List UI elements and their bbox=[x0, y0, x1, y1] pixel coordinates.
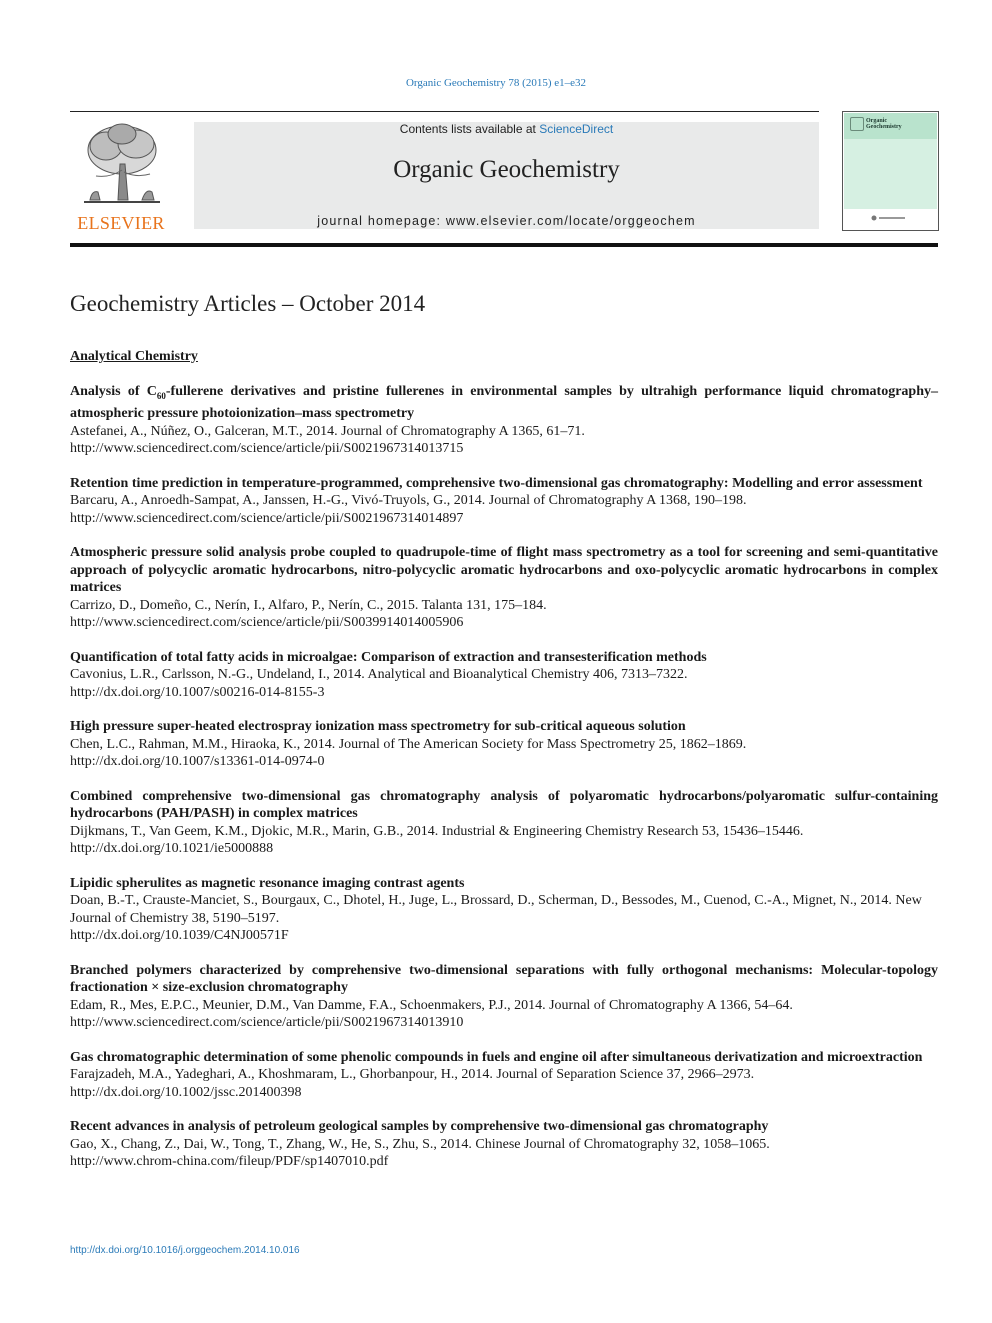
article-citation: Dijkmans, T., Van Geem, K.M., Djokic, M.R., Marin, G.B., 2014. Industrial & Engineering Chemistry Research 53, 15436–15446. bbox=[70, 823, 804, 839]
article-url-link[interactable]: http://dx.doi.org/10.1039/C4NJ00571F bbox=[70, 928, 289, 944]
article-item bbox=[70, 649, 938, 702]
article-title: Gas chromatographic determination of some phenolic compounds in fuels and engine oil after simultaneous derivatization and microextraction bbox=[70, 1049, 923, 1065]
page-title: Geochemistry Articles – October 2014 bbox=[70, 291, 426, 316]
header-rule bbox=[70, 111, 819, 112]
article-url-link[interactable]: http://www.sciencedirect.com/science/article/pii/S0021967314014897 bbox=[70, 510, 464, 526]
journal-title: Organic Geochemistry bbox=[393, 156, 620, 183]
article-url-link[interactable]: http://www.chrom-china.com/fileup/PDF/sp1407010.pdf bbox=[70, 1154, 389, 1170]
article-item bbox=[70, 788, 938, 858]
article-citation: Doan, B.-T., Crauste-Manciet, S., Bourgaux, C., Dhotel, H., Juge, L., Brossard, D., Scherman, D., Bessodes, M., Cuenod, C.-A., Mignet, N., 2014. New Journal of Chemistry 38, 5190–5197. bbox=[70, 893, 922, 926]
contents-line bbox=[194, 122, 819, 136]
article-title: Retention time prediction in temperature-programmed, comprehensive two-dimensional gas chromatography: Modelling and error assessment bbox=[70, 475, 923, 491]
article-citation: Cavonius, L.R., Carlsson, N.-G., Undeland, I., 2014. Analytical and Bioanalytical Chemistry 406, 7313–7322. bbox=[70, 667, 688, 683]
article-url-link[interactable]: http://www.sciencedirect.com/science/article/pii/S0039914014005906 bbox=[70, 615, 464, 631]
elsevier-logo[interactable] bbox=[70, 120, 172, 232]
article-item bbox=[70, 962, 938, 1032]
article-item bbox=[70, 875, 938, 945]
cover-body bbox=[844, 139, 937, 209]
contents-prefix: Contents lists available at bbox=[399, 122, 540, 136]
article-title: Atmospheric pressure solid analysis probe coupled to quadrupole-time of flight mass spectrometry as a tool for screening and semi-quantitative approach of polycyclic aromatic hydrocarbons, nitro-polycyclic aromatic hydrocarbons and oxo-polycyclic aromatic hydrocarbons in complex matrices bbox=[70, 545, 938, 596]
article-item bbox=[70, 475, 938, 528]
article-url-link[interactable]: http://dx.doi.org/10.1002/jssc.201400398 bbox=[70, 1084, 302, 1100]
article-citation: Edam, R., Mes, E.P.C., Meunier, D.M., Van Damme, F.A., Schoenmakers, P.J., 2014. Journal of Chromatography A 1366, 54–64. bbox=[70, 997, 793, 1013]
article-item bbox=[70, 544, 938, 632]
journal-banner bbox=[194, 122, 819, 229]
journal-cover-thumbnail[interactable] bbox=[842, 111, 939, 231]
cover-title bbox=[866, 118, 902, 130]
cover-band bbox=[844, 113, 937, 139]
article-title: Branched polymers characterized by comprehensive two-dimensional separations with fully orthogonal mechanisms: Molecular-topology fractionation × size-exclusion chromatography bbox=[70, 962, 938, 996]
article-citation: Carrizo, D., Domeño, C., Nerín, I., Alfaro, P., Nerín, C., 2015. Talanta 131, 175–184. bbox=[70, 597, 547, 613]
article-item bbox=[70, 718, 938, 771]
article-item bbox=[70, 1049, 938, 1102]
article-title-text: Analysis of C bbox=[70, 384, 157, 399]
publisher-name: ELSEVIER bbox=[77, 213, 165, 233]
elsevier-tree-icon bbox=[70, 120, 172, 212]
article-title: Combined comprehensive two-dimensional gas chromatography analysis of polyaromatic hydrocarbons/polyaromatic sulfur-containing hydrocarbons (PAH/PASH) in complex matrices bbox=[70, 788, 938, 822]
cover-publisher-mark-icon bbox=[871, 215, 907, 221]
sciencedirect-link[interactable]: ScienceDirect bbox=[539, 122, 614, 136]
article-url-link[interactable]: http://dx.doi.org/10.1021/ie5000888 bbox=[70, 841, 274, 857]
article-citation: Chen, L.C., Rahman, M.M., Hiraoka, K., 2014. Journal of The American Society for Mass Spectrometry 25, 1862–1869. bbox=[70, 736, 747, 752]
cover-title-line1: Organic bbox=[866, 118, 887, 124]
header-thick-rule bbox=[70, 243, 938, 247]
cover-title-line2: Geochemistry bbox=[866, 124, 902, 130]
article-url-link[interactable]: http://www.sciencedirect.com/science/article/pii/S0021967314013715 bbox=[70, 441, 464, 457]
article-item bbox=[70, 1118, 938, 1171]
article-title-text: -fullerene derivatives and pristine fullerenes in environmental samples by ultrahigh performance liquid chromatography–atmospheric pressure photoionization–mass spectrometry bbox=[70, 384, 938, 422]
article-url-link[interactable]: http://dx.doi.org/10.1007/s13361-014-0974-0 bbox=[70, 754, 325, 770]
article-citation: Barcaru, A., Anroedh-Sampat, A., Janssen, H.-G., Vivó-Truyols, G., 2014. Journal of Chromatography A 1368, 190–198. bbox=[70, 493, 747, 509]
article-citation: Gao, X., Chang, Z., Dai, W., Tong, T., Zhang, W., He, S., Zhu, S., 2014. Chinese Journal of Chromatography 32, 1058–1065. bbox=[70, 1136, 770, 1152]
section-title: Analytical Chemistry bbox=[70, 349, 198, 364]
journal-citation-link[interactable]: Organic Geochemistry 78 (2015) e1–e32 bbox=[405, 77, 587, 89]
article-url-link[interactable]: http://www.sciencedirect.com/science/article/pii/S0021967314013910 bbox=[70, 1015, 464, 1031]
article-title bbox=[70, 383, 938, 423]
article-item bbox=[70, 383, 938, 458]
article-citation: Farajzadeh, M.A., Yadeghari, A., Khoshmaram, L., Ghorbanpour, H., 2014. Journal of Separation Science 37, 2966–2973. bbox=[70, 1067, 755, 1083]
cover-logo-icon bbox=[850, 117, 864, 131]
journal-homepage-link[interactable]: journal homepage: www.elsevier.com/locate/orggeochem bbox=[317, 214, 696, 228]
footer-doi-link[interactable]: http://dx.doi.org/10.1016/j.orggeochem.2014.10.016 bbox=[70, 1245, 300, 1256]
article-citation: Astefanei, A., Núñez, O., Galceran, M.T., 2014. Journal of Chromatography A 1365, 61–71. bbox=[70, 423, 585, 439]
article-title-subscript: 60 bbox=[156, 390, 166, 401]
article-title: Quantification of total fatty acids in microalgae: Comparison of extraction and transesterification methods bbox=[70, 649, 707, 665]
article-title: Lipidic spherulites as magnetic resonance imaging contrast agents bbox=[70, 875, 465, 891]
section-analytical-chemistry bbox=[70, 349, 938, 1188]
article-title: High pressure super-heated electrospray ionization mass spectrometry for sub-critical aqueous solution bbox=[70, 719, 686, 735]
article-url-link[interactable]: http://dx.doi.org/10.1007/s00216-014-8155-3 bbox=[70, 684, 325, 700]
article-title: Recent advances in analysis of petroleum geological samples by comprehensive two-dimensional gas chromatography bbox=[70, 1119, 769, 1135]
